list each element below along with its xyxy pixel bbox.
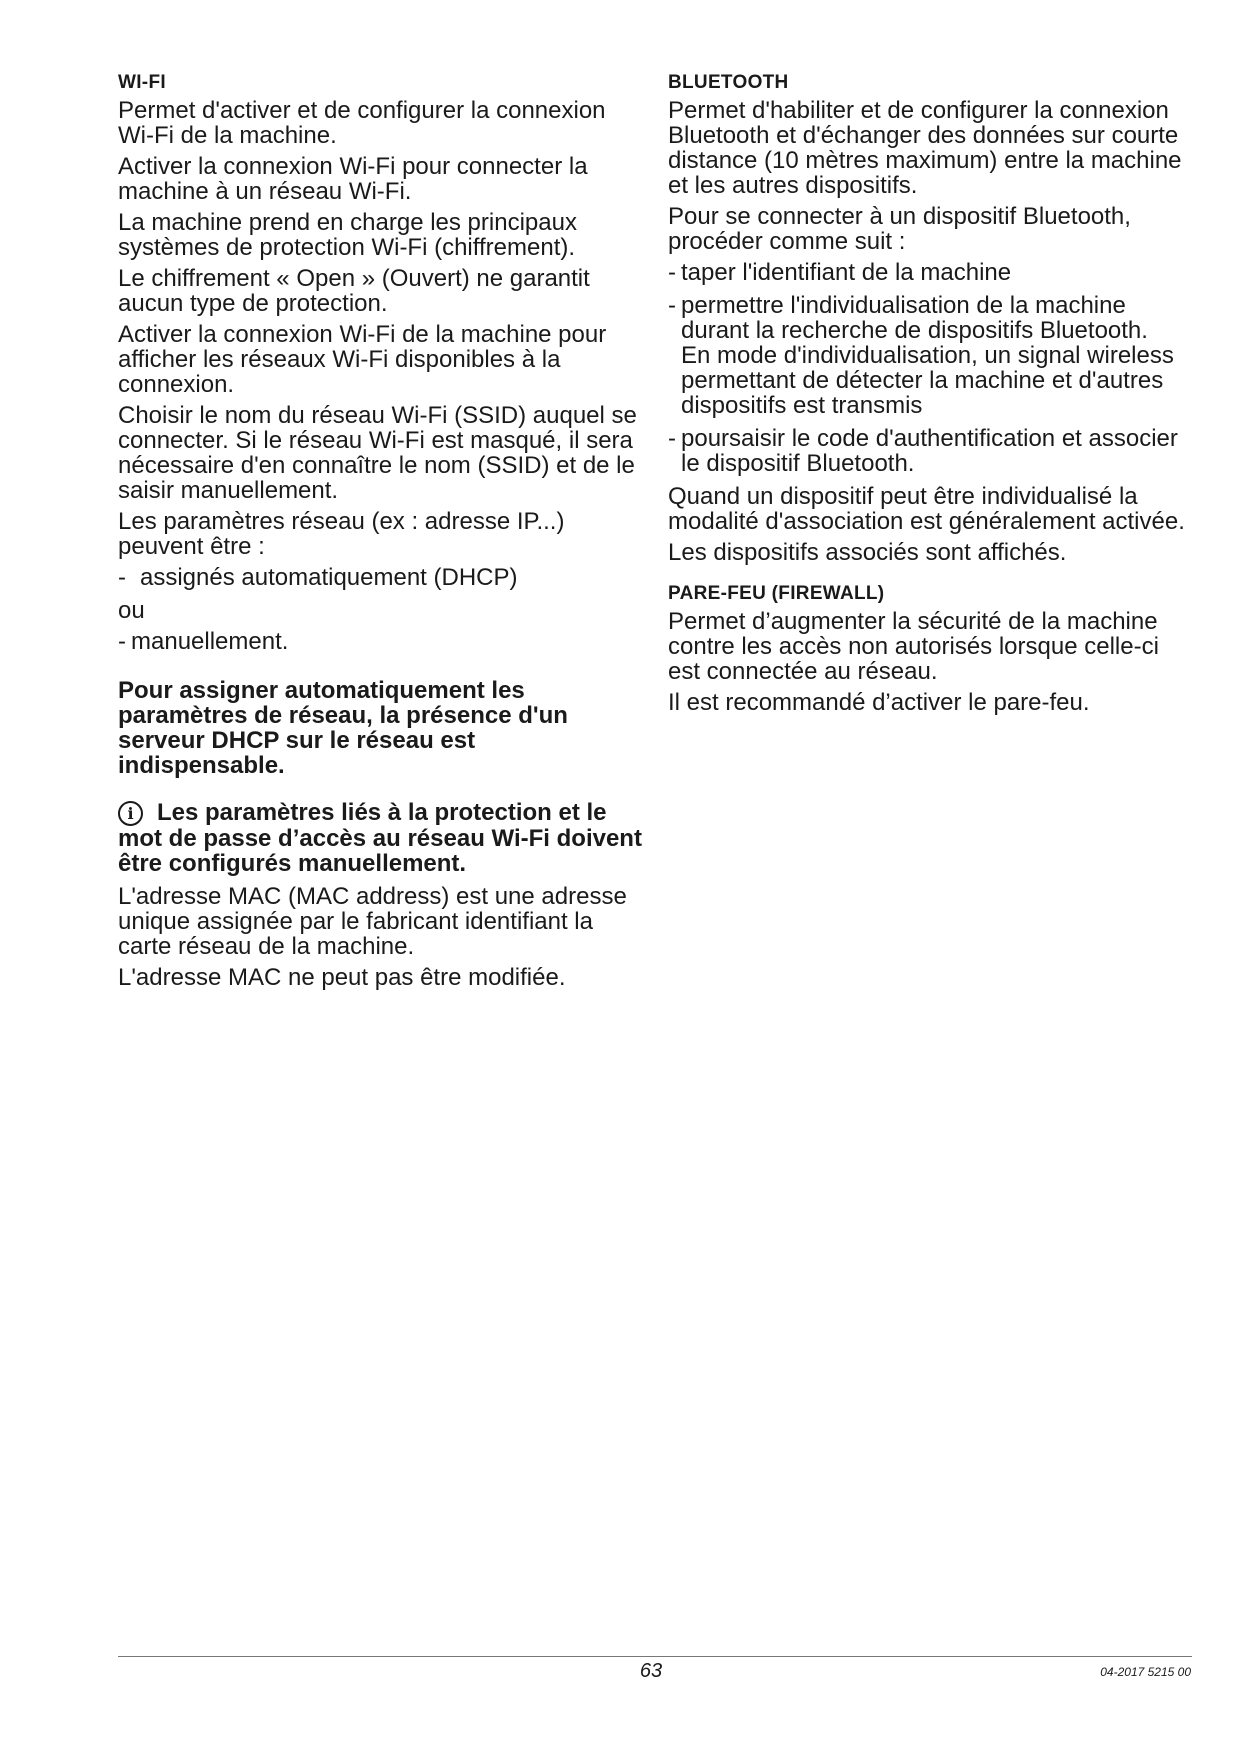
firewall-paragraph: Il est recommandé d’activer le pare-feu. [668, 688, 1090, 716]
or-text: ou [118, 596, 145, 624]
list-item-step-2-sub: En mode d'individualisation, un signal wireless permettant de détecter la machine et d'autres dispositifs est transmis [681, 341, 1174, 419]
list-item-manual: - manuellement. [118, 627, 289, 655]
list-item-step-1: - taper l'identifiant de la machine [668, 258, 1012, 286]
list-item-step-2: - permettre l'individualisation de la machine durant la recherche de dispositifs Bluetooth. En mode d'individualisation, un signal wireless permettant de détecter la machine et d'autres dispositifs est transmis [668, 293, 1194, 418]
firewall-heading: PARE-FEU (FIREWALL) [668, 582, 885, 604]
mac-paragraph: L'adresse MAC (MAC address) est une adresse unique assignée par le fabricant identifiant la carte réseau de la machine. [118, 882, 627, 960]
bluetooth-paragraph: Quand un dispositif peut être individualisé la modalité d'association est généralement activée. [668, 482, 1185, 535]
dhcp-bold-paragraph: Pour assigner automatiquement les paramètres de réseau, la présence d'un serveur DHCP sur le réseau est indispensable. [118, 676, 568, 779]
info-icon: i [118, 801, 143, 826]
document-reference: 04-2017 5215 00 [1100, 1665, 1191, 1679]
list-item-dhcp: - assignés automatiquement (DHCP) [118, 563, 518, 591]
wifi-heading: WI-FI [118, 72, 166, 93]
firewall-paragraph: Permet d’augmenter la sécurité de la machine contre les accès non autorisés lorsque celle-ci est connectée au réseau. [668, 607, 1159, 685]
left-column [118, 72, 642, 996]
footer-divider [118, 1656, 1192, 1657]
bluetooth-paragraph: Pour se connecter à un dispositif Bluetooth, procéder comme suit : [668, 202, 1131, 255]
wifi-paragraph: Choisir le nom du réseau Wi-Fi (SSID) auquel se connecter. Si le réseau Wi-Fi est masqué, il sera nécessaire d'en connaître le nom (SSID) et de le saisir manuellement. [118, 401, 637, 504]
right-column [668, 72, 1194, 721]
bluetooth-paragraph: Les dispositifs associés sont affichés. [668, 538, 1067, 566]
wifi-paragraph: Activer la connexion Wi-Fi de la machine pour afficher les réseaux Wi-Fi disponibles à la connexion. [118, 320, 607, 398]
page-number: 63 [639, 1660, 663, 1682]
bluetooth-paragraph: Permet d'habiliter et de configurer la connexion Bluetooth et d'échanger des données sur courte distance (10 mètres maximum) entre la machine et les autres dispositifs. [668, 96, 1182, 199]
wifi-paragraph: Les paramètres réseau (ex : adresse IP...) peuvent être : [118, 507, 565, 560]
wifi-paragraph: Le chiffrement « Open » (Ouvert) ne garantit aucun type de protection. [118, 264, 590, 317]
mac-paragraph: L'adresse MAC ne peut pas être modifiée. [118, 963, 566, 991]
wifi-paragraph: Permet d'activer et de configurer la connexion Wi-Fi de la machine. [118, 96, 606, 149]
protection-note [118, 800, 642, 876]
bluetooth-heading: BLUETOOTH [668, 72, 789, 93]
list-item-step-3: - poursaisir le code d'authentification et associer le dispositif Bluetooth. [668, 424, 1178, 477]
protection-note-text: Les paramètres liés à la protection et le mot de passe d’accès au réseau Wi-Fi doivent être configurés manuellement. [118, 798, 642, 877]
wifi-paragraph: Activer la connexion Wi-Fi pour connecter la machine à un réseau Wi-Fi. [118, 152, 588, 205]
wifi-paragraph: La machine prend en charge les principaux systèmes de protection Wi-Fi (chiffrement). [118, 208, 577, 261]
